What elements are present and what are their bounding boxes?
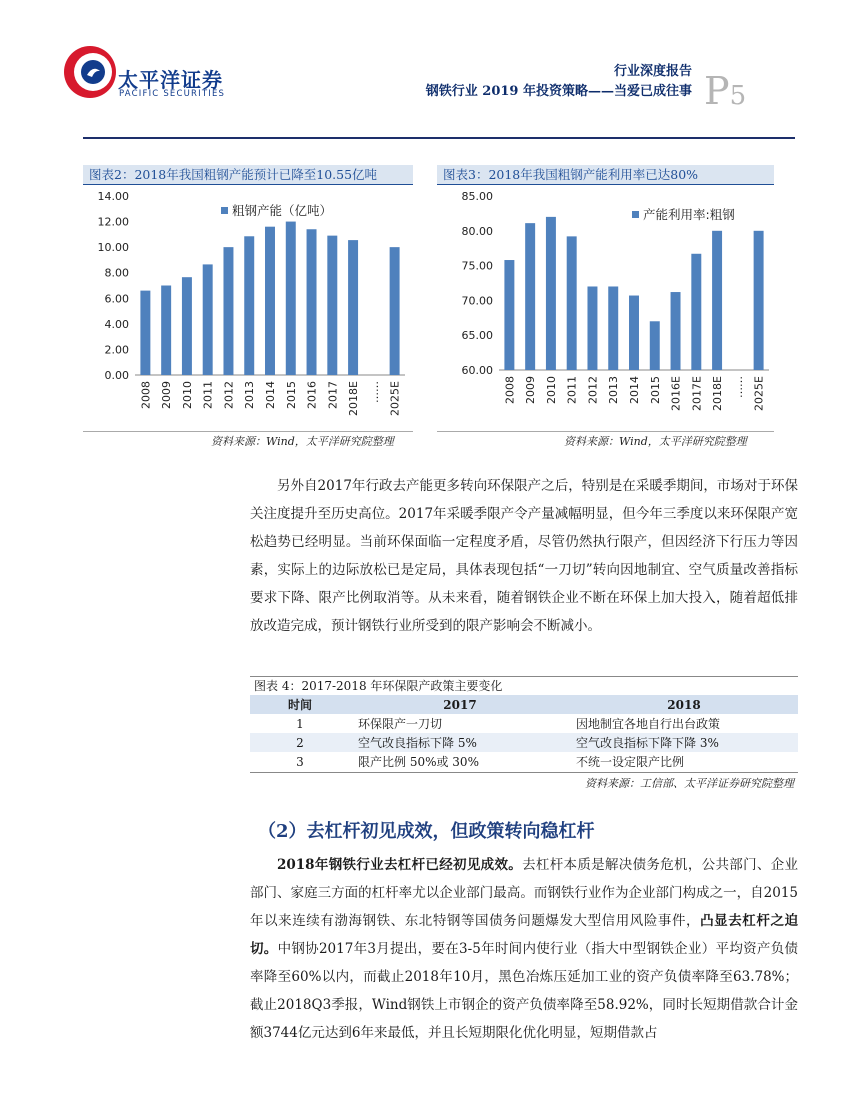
x-tick-label: 2008 bbox=[503, 376, 517, 404]
report-type: 行业深度报告 bbox=[613, 64, 692, 79]
legend-swatch bbox=[632, 211, 639, 218]
bar bbox=[504, 260, 514, 370]
bar bbox=[223, 247, 233, 375]
x-tick-label: 2008 bbox=[139, 381, 153, 409]
x-tick-label: 2015 bbox=[284, 381, 298, 409]
table-cell: 因地制宜各地自行出台政策 bbox=[576, 717, 721, 731]
legend-label: 粗钢产能（亿吨） bbox=[232, 203, 333, 218]
table-cell: 环保限产一刀切 bbox=[358, 717, 443, 731]
x-tick-label: 2015 bbox=[648, 376, 662, 404]
logo-mark bbox=[60, 44, 116, 100]
bar bbox=[390, 247, 400, 375]
x-tick-label: 2014 bbox=[264, 381, 277, 409]
bar bbox=[712, 231, 722, 370]
table-4-source: 资料来源：工信部、太平洋证券研究院整理 bbox=[585, 777, 794, 790]
x-tick-label: 2017E bbox=[690, 376, 704, 411]
chart-2-source: 资料来源：Wind，太平洋研究院整理 bbox=[211, 435, 394, 448]
x-tick-label: 2025E bbox=[752, 376, 766, 411]
x-tick-label: 2012 bbox=[586, 376, 600, 404]
bar bbox=[244, 236, 254, 375]
table-cell: 3 bbox=[296, 754, 304, 769]
chart-3-rule bbox=[437, 431, 774, 432]
bar bbox=[567, 236, 577, 370]
x-tick-label: 2025E bbox=[388, 381, 402, 416]
bar bbox=[327, 236, 337, 375]
chart-2-box bbox=[83, 165, 413, 455]
y-tick-label: 10.00 bbox=[97, 241, 129, 255]
x-tick-label: 2010 bbox=[544, 376, 558, 404]
y-tick-label: 75.00 bbox=[461, 259, 493, 273]
x-tick-label: 2010 bbox=[180, 381, 194, 409]
x-tick-label: 2016E bbox=[669, 376, 683, 411]
y-tick-label: 14.00 bbox=[97, 190, 129, 203]
bar bbox=[691, 254, 701, 370]
x-tick-label: …… bbox=[367, 381, 381, 403]
table-header-2018: 2018 bbox=[570, 695, 798, 714]
bar bbox=[525, 223, 535, 370]
x-tick-label: …… bbox=[731, 376, 745, 398]
table-cell: 空气改良指标下降 5% bbox=[350, 733, 570, 752]
x-tick-label: 2018E bbox=[347, 381, 361, 416]
y-tick-label: 6.00 bbox=[104, 292, 129, 306]
bar bbox=[307, 229, 317, 375]
bar bbox=[182, 277, 192, 375]
paragraph-text: 去杠杆本质是解决债务危机，公共部门、企业部门、家庭三方面的杠杆率尤以企业部门最高。而钢铁行业作为企业部门构成之一，自2015年以来连续有渤海钢铁、东北特钢等国债务问题爆发大型信用风险事件， bbox=[250, 857, 799, 929]
table-4-bottom-rule bbox=[250, 772, 798, 773]
table-cell: 空气改良指标下降下降 3% bbox=[570, 733, 798, 752]
bar bbox=[265, 227, 275, 375]
company-logo-name: 太平洋证券 bbox=[118, 68, 223, 92]
page-number-value: 5 bbox=[729, 81, 747, 111]
report-title: 钢铁行业 2019 年投资策略——当爱已成往事 bbox=[425, 84, 692, 99]
y-tick-label: 70.00 bbox=[461, 294, 493, 308]
bar bbox=[650, 321, 660, 370]
bar bbox=[754, 231, 764, 370]
x-tick-label: 2011 bbox=[565, 376, 579, 404]
bar bbox=[629, 296, 639, 370]
y-tick-label: 8.00 bbox=[104, 266, 129, 280]
x-tick-label: 2014 bbox=[628, 376, 641, 404]
bar bbox=[348, 240, 358, 375]
paragraph-deleveraging bbox=[250, 851, 798, 1047]
chart-3-title: 图表3：2018年我国粗钢产能利用率已达80% bbox=[437, 165, 774, 185]
paragraph-text: 中钢协2017年3月提出，要在3-5年时间内使行业（指大中型钢铁企业）平均资产负债率降至60%以内，而截止2018年10月，黑色冶炼压延加工业的资产负债率降至63.78%；截止2018Q3季报，Wind钢铁上市钢企的资产负债率降至58.92%，同时长短期借款合计金额3744亿元达到6年来最低，并且长短期限化优化明显，短期借款占 bbox=[250, 941, 799, 1041]
legend-swatch bbox=[221, 207, 228, 214]
x-tick-label: 2009 bbox=[524, 376, 538, 404]
chart-2-rule bbox=[83, 431, 413, 432]
x-tick-label: 2018E bbox=[711, 376, 725, 411]
chart-2-title: 图表2：2018年我国粗钢产能预计已降至10.55亿吨 bbox=[83, 165, 413, 185]
bar bbox=[546, 217, 556, 370]
table-4 bbox=[250, 695, 798, 771]
table-row bbox=[250, 733, 798, 752]
y-tick-label: 2.00 bbox=[104, 343, 129, 357]
bar bbox=[286, 222, 296, 375]
table-row bbox=[250, 714, 798, 733]
paragraph-bold-lead: 2018年钢铁行业去杠杆已经初见成效。 bbox=[277, 857, 523, 873]
chart-3-box bbox=[437, 165, 774, 455]
table-header-time: 时间 bbox=[250, 695, 350, 714]
page-prefix: P bbox=[704, 69, 730, 113]
x-tick-label: 2017 bbox=[326, 381, 340, 409]
table-row bbox=[250, 752, 798, 771]
y-tick-label: 80.00 bbox=[461, 224, 493, 238]
x-tick-label: 2016 bbox=[305, 381, 319, 409]
y-tick-label: 85.00 bbox=[461, 190, 493, 203]
x-tick-label: 2011 bbox=[201, 381, 215, 409]
chart-2 bbox=[83, 185, 413, 435]
table-cell: 1 bbox=[296, 716, 304, 731]
table-cell: 限产比例 50%或 30% bbox=[358, 755, 479, 769]
table-header-row bbox=[250, 695, 798, 714]
y-tick-label: 65.00 bbox=[461, 329, 493, 343]
x-tick-label: 2009 bbox=[160, 381, 174, 409]
section-heading: （2）去杠杆初见成效，但政策转向稳杠杆 bbox=[258, 821, 595, 842]
header-rule bbox=[83, 137, 795, 139]
table-header-2017: 2017 bbox=[350, 695, 570, 714]
y-tick-label: 60.00 bbox=[461, 364, 493, 377]
y-tick-label: 0.00 bbox=[104, 369, 129, 382]
y-tick-label: 12.00 bbox=[97, 215, 129, 229]
bar bbox=[140, 291, 150, 375]
paragraph-environmental-policy: 另外自2017年行政去产能更多转向环保限产之后，特别是在采暖季期间，市场对于环保关注度提升至历史高位。2017年采暖季限产令产量减幅明显，但今年三季度以来环保限产宽松趋势已经明显。当前环保面临一定程度矛盾，尽管仍然执行限产，但因经济下行压力等因素，实际上的边际放松已是定局，具体表现包括“一刀切”转向因地制宜、空气质量改善指标要求下降、限产比例取消等。从未来看，随着钢铁企业不断在环保上加大投入，随着超低排放改造完成，预计钢铁行业所受到的限产影响会不断减小。 bbox=[250, 478, 798, 634]
table-cell: 2 bbox=[250, 733, 350, 752]
table-cell: 不统一设定限产比例 bbox=[576, 755, 685, 769]
chart-3 bbox=[437, 185, 774, 435]
legend-label: 产能利用率:粗钢 bbox=[643, 207, 735, 222]
company-logo-english: PACIFIC SECURITIES bbox=[119, 89, 226, 99]
bar bbox=[671, 292, 681, 370]
bar bbox=[608, 286, 618, 370]
table-4-title: 图表 4：2017-2018 年环保限产政策主要变化 bbox=[250, 676, 798, 695]
x-tick-label: 2012 bbox=[222, 381, 236, 409]
bar bbox=[203, 264, 213, 375]
bar bbox=[587, 286, 597, 370]
paragraph-bold-emphasis: 凸显去杠杆之迫切。 bbox=[250, 913, 799, 957]
x-tick-label: 2013 bbox=[607, 376, 621, 404]
chart-3-source: 资料来源：Wind，太平洋研究院整理 bbox=[564, 435, 747, 448]
page-number bbox=[704, 69, 747, 113]
y-tick-label: 4.00 bbox=[104, 317, 129, 331]
x-tick-label: 2013 bbox=[243, 381, 257, 409]
bar bbox=[161, 286, 171, 376]
